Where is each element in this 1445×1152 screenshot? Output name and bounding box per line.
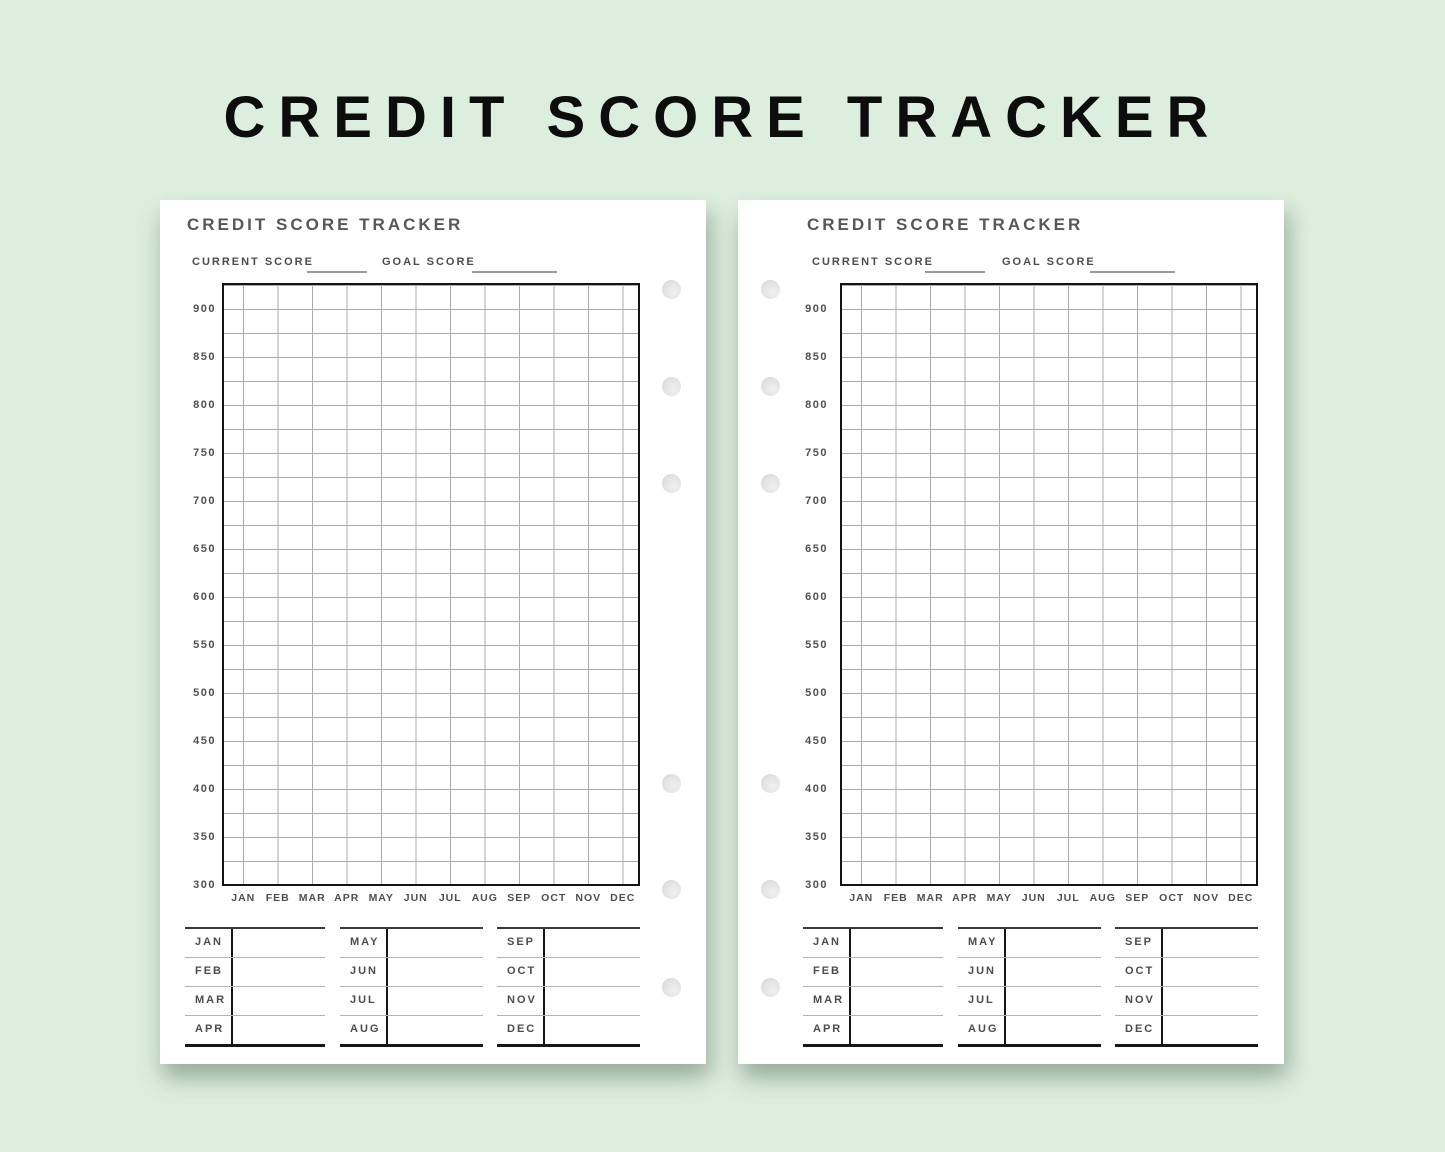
- month-label: NOV: [1193, 892, 1220, 904]
- binder-hole: [662, 774, 681, 793]
- value-cell: [1006, 1016, 1101, 1044]
- binder-hole: [761, 978, 780, 997]
- y-axis-label: 800: [805, 399, 828, 411]
- value-cell: [233, 958, 325, 986]
- table-row: [185, 1016, 325, 1044]
- value-cell: [1163, 958, 1258, 986]
- month-label: JUN: [403, 892, 428, 904]
- y-axis-label: 700: [805, 495, 828, 507]
- table-row: [185, 958, 325, 987]
- log-table-group-1: [185, 927, 325, 1047]
- month-cell: FEB: [185, 958, 233, 986]
- month-label: OCT: [1159, 892, 1185, 904]
- month-cell: MAR: [185, 987, 233, 1015]
- planner-page-left: [160, 200, 706, 1064]
- y-axis-label: 500: [193, 687, 216, 699]
- current-score-label: CURRENT SCORE: [192, 256, 314, 268]
- y-axis-label: 650: [805, 543, 828, 555]
- table-row: [1115, 929, 1258, 958]
- binder-hole: [662, 280, 681, 299]
- month-cell: FEB: [803, 958, 851, 986]
- month-label: DEC: [610, 892, 636, 904]
- month-cell: OCT: [1115, 958, 1163, 986]
- month-label: SEP: [507, 892, 532, 904]
- month-label: APR: [952, 892, 978, 904]
- y-axis-label: 300: [193, 879, 216, 891]
- table-row: [497, 1016, 640, 1044]
- value-cell: [545, 958, 640, 986]
- log-table-group-2: [340, 927, 483, 1047]
- y-axis-label: 450: [193, 735, 216, 747]
- table-row: [497, 958, 640, 987]
- value-cell: [1163, 1016, 1258, 1044]
- month-cell: OCT: [497, 958, 545, 986]
- value-cell: [388, 929, 483, 957]
- value-cell: [851, 929, 943, 957]
- log-table-group-3: [497, 927, 640, 1047]
- value-cell: [388, 1016, 483, 1044]
- y-axis-label: 550: [193, 639, 216, 651]
- table-row: [497, 929, 640, 958]
- month-label: DEC: [1228, 892, 1254, 904]
- month-label: JAN: [849, 892, 874, 904]
- log-table-group-3: [1115, 927, 1258, 1047]
- value-cell: [233, 1016, 325, 1044]
- y-axis-label: 350: [193, 831, 216, 843]
- month-label: APR: [334, 892, 360, 904]
- value-cell: [1163, 987, 1258, 1015]
- month-cell: APR: [803, 1016, 851, 1044]
- value-cell: [545, 987, 640, 1015]
- table-row: [958, 1016, 1101, 1044]
- binder-hole: [761, 377, 780, 396]
- table-row: [340, 929, 483, 958]
- month-cell: JUL: [958, 987, 1006, 1015]
- table-row: [803, 987, 943, 1016]
- month-cell: JUN: [958, 958, 1006, 986]
- month-label: FEB: [265, 892, 290, 904]
- goal-score-label: GOAL SCORE: [382, 256, 476, 268]
- value-cell: [1006, 929, 1101, 957]
- main-title: CREDIT SCORE TRACKER: [223, 85, 1222, 150]
- month-label: FEB: [883, 892, 908, 904]
- log-table-group-1: [803, 927, 943, 1047]
- month-label: MAR: [298, 892, 326, 904]
- y-axis-label: 600: [193, 591, 216, 603]
- month-label: JUL: [1056, 892, 1080, 904]
- binder-hole: [662, 880, 681, 899]
- current-score-field: [925, 256, 985, 273]
- month-cell: SEP: [497, 929, 545, 957]
- month-cell: AUG: [958, 1016, 1006, 1044]
- month-cell: JUN: [340, 958, 388, 986]
- binder-hole: [662, 377, 681, 396]
- current-score-field: [307, 256, 367, 273]
- month-label: JUN: [1021, 892, 1046, 904]
- y-axis-label: 800: [193, 399, 216, 411]
- month-label: OCT: [541, 892, 567, 904]
- binder-hole: [761, 280, 780, 299]
- y-axis-label: 850: [193, 351, 216, 363]
- binder-hole: [761, 474, 780, 493]
- x-axis-labels: [226, 891, 640, 905]
- month-label: JAN: [231, 892, 256, 904]
- month-cell: JUL: [340, 987, 388, 1015]
- table-row: [185, 987, 325, 1016]
- y-axis-label: 300: [805, 879, 828, 891]
- table-row: [958, 958, 1101, 987]
- month-cell: JAN: [185, 929, 233, 957]
- table-row: [340, 987, 483, 1016]
- score-chart-grid: [222, 283, 640, 886]
- table-row: [185, 929, 325, 958]
- y-axis-label: 450: [805, 735, 828, 747]
- planner-page-right: [738, 200, 1284, 1064]
- month-label: MAR: [916, 892, 944, 904]
- month-cell: APR: [185, 1016, 233, 1044]
- log-table-group-2: [958, 927, 1101, 1047]
- binder-hole: [761, 880, 780, 899]
- month-cell: MAY: [958, 929, 1006, 957]
- value-cell: [233, 929, 325, 957]
- y-axis-labels: [782, 301, 828, 893]
- month-cell: AUG: [340, 1016, 388, 1044]
- page-title: CREDIT SCORE TRACKER: [807, 215, 1084, 234]
- x-axis-labels: [844, 891, 1258, 905]
- month-label: MAY: [986, 892, 1012, 904]
- y-axis-label: 700: [193, 495, 216, 507]
- month-cell: MAY: [340, 929, 388, 957]
- binder-hole: [761, 774, 780, 793]
- score-chart-grid: [840, 283, 1258, 886]
- y-axis-label: 650: [193, 543, 216, 555]
- value-cell: [851, 987, 943, 1015]
- month-cell: DEC: [497, 1016, 545, 1044]
- y-axis-label: 850: [805, 351, 828, 363]
- y-axis-label: 750: [193, 447, 216, 459]
- month-label: NOV: [575, 892, 602, 904]
- goal-score-field: [1090, 256, 1175, 273]
- y-axis-label: 400: [193, 783, 216, 795]
- current-score-label: CURRENT SCORE: [812, 256, 934, 268]
- table-row: [958, 929, 1101, 958]
- month-cell: MAR: [803, 987, 851, 1015]
- table-row: [340, 1016, 483, 1044]
- value-cell: [545, 929, 640, 957]
- table-row: [803, 1016, 943, 1044]
- table-row: [803, 958, 943, 987]
- month-label: AUG: [471, 892, 498, 904]
- month-cell: JAN: [803, 929, 851, 957]
- table-row: [340, 958, 483, 987]
- value-cell: [1006, 958, 1101, 986]
- y-axis-label: 900: [193, 303, 216, 315]
- value-cell: [1006, 987, 1101, 1015]
- month-label: JUL: [438, 892, 462, 904]
- page-title: CREDIT SCORE TRACKER: [187, 215, 464, 234]
- value-cell: [1163, 929, 1258, 957]
- y-axis-label: 400: [805, 783, 828, 795]
- value-cell: [851, 958, 943, 986]
- month-cell: NOV: [497, 987, 545, 1015]
- binder-hole: [662, 978, 681, 997]
- month-cell: DEC: [1115, 1016, 1163, 1044]
- table-row: [497, 987, 640, 1016]
- value-cell: [388, 987, 483, 1015]
- month-label: AUG: [1089, 892, 1116, 904]
- y-axis-label: 600: [805, 591, 828, 603]
- value-cell: [851, 1016, 943, 1044]
- y-axis-label: 350: [805, 831, 828, 843]
- y-axis-label: 500: [805, 687, 828, 699]
- month-cell: SEP: [1115, 929, 1163, 957]
- month-label: SEP: [1125, 892, 1150, 904]
- value-cell: [233, 987, 325, 1015]
- goal-score-label: GOAL SCORE: [1002, 256, 1096, 268]
- month-label: MAY: [368, 892, 394, 904]
- y-axis-label: 550: [805, 639, 828, 651]
- table-row: [1115, 1016, 1258, 1044]
- y-axis-labels: [170, 301, 216, 893]
- table-row: [958, 987, 1101, 1016]
- value-cell: [388, 958, 483, 986]
- binder-hole: [662, 474, 681, 493]
- table-row: [803, 929, 943, 958]
- y-axis-label: 750: [805, 447, 828, 459]
- value-cell: [545, 1016, 640, 1044]
- goal-score-field: [472, 256, 557, 273]
- table-row: [1115, 958, 1258, 987]
- table-row: [1115, 987, 1258, 1016]
- y-axis-label: 900: [805, 303, 828, 315]
- month-cell: NOV: [1115, 987, 1163, 1015]
